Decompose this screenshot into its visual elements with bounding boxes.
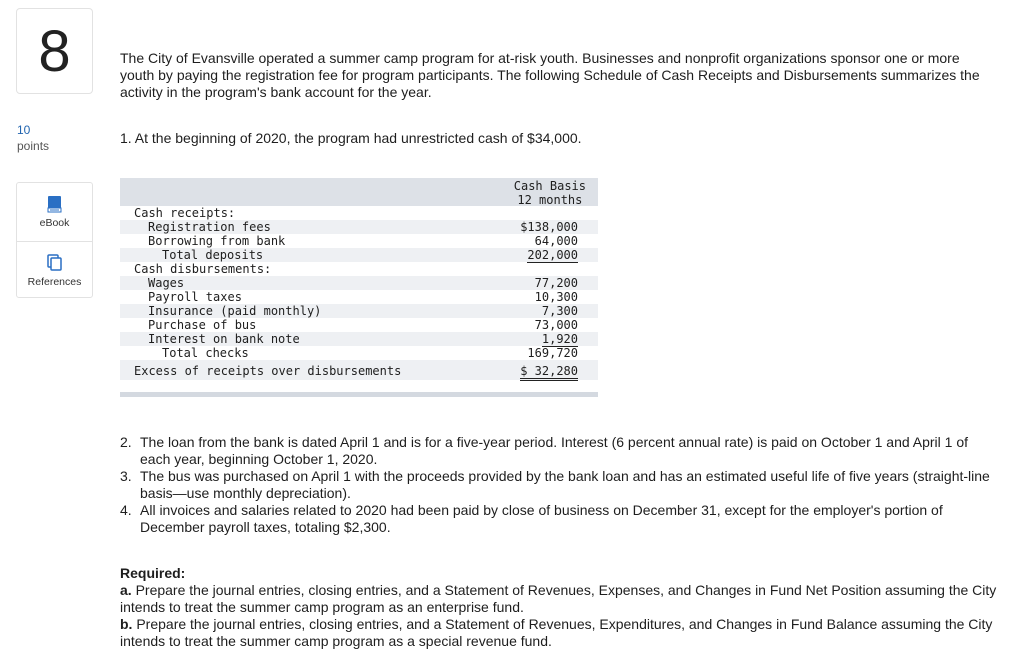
intro-paragraph: The City of Evansville operated a summer camp program for at-risk youth. Businesses and nonprofit organizations sponsor one or more youth by paying the registration fee for program participants. The following Schedule of Cash Receipts and Disbursements summarizes the activity in the program's bank account for the year. <box>120 50 980 100</box>
table-row <box>120 220 598 234</box>
table-row <box>120 332 598 346</box>
row-label: Payroll taxes <box>148 290 242 304</box>
row-amount: 64,000 <box>534 234 578 248</box>
table-row <box>120 276 598 290</box>
item-text: The loan from the bank is dated April 1 and is for a five-year period. Interest (6 percent annual rate) is paid on October 1 and April 1 of each year, beginning October 1, 2020. <box>140 434 969 467</box>
row-amount: 73,000 <box>534 318 578 332</box>
row-label: Excess of receipts over disbursements <box>134 364 402 378</box>
row-amount: 1,920 <box>541 332 578 346</box>
table-row <box>120 304 598 318</box>
column-header-line-2: 12 months <box>517 193 583 207</box>
points-value: 10 <box>17 123 31 137</box>
table-row <box>120 206 598 220</box>
row-label: Cash disbursements: <box>134 262 272 276</box>
table-row <box>120 360 598 380</box>
row-label: Total deposits <box>162 248 264 262</box>
list-item <box>120 502 1000 536</box>
table-row <box>120 346 598 360</box>
table-footer-bar <box>120 392 598 397</box>
item-number: 3. <box>120 468 132 484</box>
row-amount: $ 32,280 <box>520 364 578 381</box>
cash-schedule-table <box>120 178 598 380</box>
row-label: Registration fees <box>148 220 271 234</box>
required-part-b <box>120 616 1000 650</box>
item-number: 4. <box>120 502 132 518</box>
question-number: 8 <box>16 8 93 94</box>
table-row <box>120 318 598 332</box>
table-row <box>120 248 598 262</box>
list-item <box>120 434 1000 468</box>
row-label: Purchase of bus <box>148 318 257 332</box>
row-label: Wages <box>148 276 185 290</box>
item-1: 1. At the beginning of 2020, the program had unrestricted cash of $34,000. <box>120 130 582 146</box>
ebook-icon <box>47 195 63 213</box>
row-amount: 10,300 <box>534 290 578 304</box>
list-item <box>120 468 1000 502</box>
references-button[interactable] <box>17 241 92 299</box>
part-a-label: a. <box>120 582 132 598</box>
required-heading: Required: <box>120 565 186 581</box>
row-label: Insurance (paid monthly) <box>148 304 322 318</box>
ebook-label: eBook <box>39 217 70 229</box>
required-part-a <box>120 582 1000 616</box>
references-label: References <box>27 275 82 288</box>
column-header <box>514 179 586 207</box>
part-b-text: Prepare the journal entries, closing entries, and a Statement of Revenues, Expenditures, and Changes in Fund Balance assuming the City intends to treat the summer camp program as a special revenue fund. <box>120 616 993 649</box>
table-body <box>120 206 598 380</box>
item-text: All invoices and salaries related to 2020 had been paid by close of business on December 31, except for the employer's portion of December payroll taxes, totaling $2,300. <box>140 502 943 535</box>
item-number: 2. <box>120 434 132 450</box>
row-label: Total checks <box>162 346 249 360</box>
row-label: Borrowing from bank <box>148 234 286 248</box>
ebook-button[interactable] <box>17 183 92 241</box>
points-label: points <box>17 139 50 153</box>
part-a-text: Prepare the journal entries, closing entries, and a Statement of Revenues, Expenses, and Changes in Fund Net Position assuming the City intends to treat the summer camp program as an enterprise fund. <box>120 582 997 615</box>
row-label: Interest on bank note <box>148 332 300 346</box>
row-amount: 77,200 <box>534 276 578 290</box>
row-amount: 202,000 <box>527 248 578 262</box>
row-amount: 169,720 <box>527 346 578 360</box>
table-header <box>120 178 598 206</box>
part-b-label: b. <box>120 616 133 632</box>
points-indicator <box>17 122 49 154</box>
column-header-line-1: Cash Basis <box>513 179 586 193</box>
required-section <box>120 565 1000 650</box>
references-icon <box>47 254 63 272</box>
numbered-items <box>120 434 1000 536</box>
row-amount: 7,300 <box>541 304 578 318</box>
row-amount: $138,000 <box>520 220 578 234</box>
item-text: The bus was purchased on April 1 with the proceeds provided by the bank loan and has an estimated useful life of five years (straight-line basis—use monthly depreciation). <box>140 468 990 501</box>
table-row <box>120 234 598 248</box>
row-label: Cash receipts: <box>134 206 236 220</box>
table-row <box>120 262 598 276</box>
resources-panel <box>16 182 93 298</box>
table-row <box>120 290 598 304</box>
